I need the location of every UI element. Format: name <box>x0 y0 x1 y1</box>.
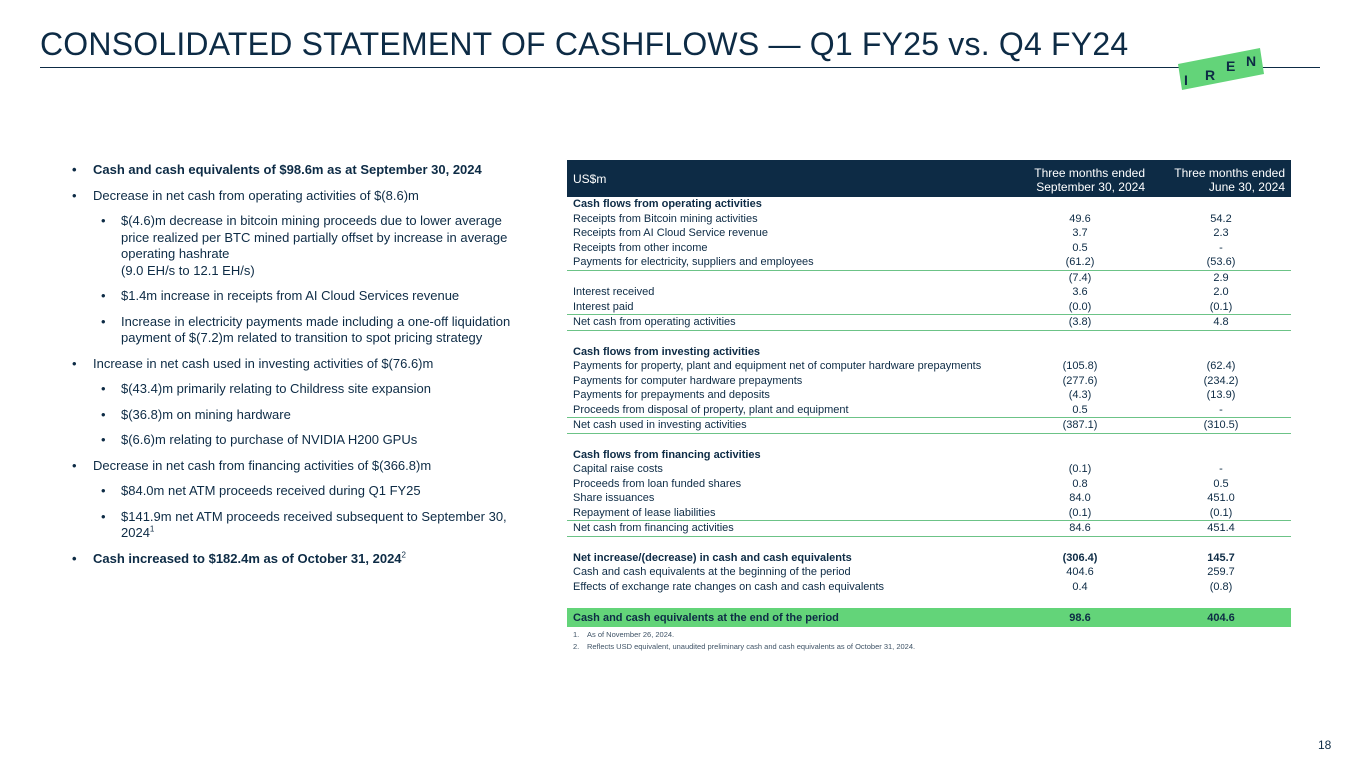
table-row: Payments for property, plant and equipment net of computer hardware prepayments (105.8) (62.4) <box>573 360 1236 373</box>
bullet-item: • Increase in net cash used in investing activities of $(76.6)m <box>72 355 434 371</box>
table-row: Interest paid (0.0) (0.1) <box>567 300 1291 315</box>
logo-letter: N <box>1246 53 1257 69</box>
logo-letter: R <box>1205 67 1216 83</box>
bullet-item: • Decrease in net cash from operating activities of $(8.6)m <box>72 187 419 203</box>
footnote: 2. Reflects USD equivalent, unaudited preliminary cash and cash equivalents as of October 31, 2024. <box>573 642 916 651</box>
page-title: CONSOLIDATED STATEMENT OF CASHFLOWS — Q1 FY25 vs. Q4 FY24 <box>40 26 1129 62</box>
sub-bullet-item: • $1.4m increase in receipts from AI Cloud Services revenue <box>101 288 460 303</box>
ending-cash-row: Cash and cash equivalents at the end of the period 98.6 404.6 <box>567 608 1291 627</box>
page-number: 18 <box>1318 738 1332 752</box>
table-row: Cash flows from financing activities <box>573 448 761 461</box>
table-row: Share issuances 84.0 451.0 <box>573 492 1235 505</box>
table-row: Net cash from operating activities (3.8) 4.8 <box>567 315 1291 331</box>
table-row: Cash flows from operating activities <box>573 198 762 211</box>
table-row: Proceeds from disposal of property, plant and equipment 0.5 - <box>567 403 1291 418</box>
bullet-item: • Cash and cash equivalents of $98.6m as at September 30, 2024 <box>72 162 482 177</box>
table-row: Repayment of lease liabilities (0.1) (0.1) <box>567 506 1291 521</box>
sub-bullet-item: • $(4.6)m decrease in bitcoin mining proceeds due to lower average price realized per BTC mined partially offset by increase in average operating hashrate (9.0 EH/s to 12.1 EH/s) <box>101 213 508 278</box>
table-row: Payments for computer hardware prepayments (277.6) (234.2) <box>573 374 1239 387</box>
table-row: Payments for electricity, suppliers and employees (61.2) (53.6) <box>567 255 1291 270</box>
sub-bullet-item: • $(6.6)m relating to purchase of NVIDIA H200 GPUs <box>101 432 418 447</box>
table-row: Proceeds from loan funded shares 0.8 0.5 <box>573 477 1229 490</box>
bullet-item: • Decrease in net cash from financing activities of $(366.8)m <box>72 457 432 473</box>
table-row: Net cash used in investing activities (387.1) (310.5) <box>567 418 1291 434</box>
table-row: Interest received 3.6 2.0 <box>573 286 1229 299</box>
sub-bullet-item: • $141.9m net ATM proceeds received subsequent to September 30, 2024$^1$ <box>101 508 507 540</box>
logo-letter: E <box>1226 58 1236 74</box>
logo-letter: I <box>1184 72 1188 88</box>
table-row: Net increase/(decrease) in cash and cash equivalents (306.4) 145.7 <box>573 551 1235 564</box>
sub-bullet-item: • $(36.8)m on mining hardware <box>101 406 291 422</box>
footnote: 1. As of November 26, 2024. <box>573 630 675 639</box>
bullet-item: • Cash increased to $182.4m as of October 31, 2024$^2$ <box>72 550 406 566</box>
col-header-q1: Three months ended <box>1009 160 1151 180</box>
table-row: Net cash from financing activities 84.6 451.4 <box>567 521 1291 537</box>
unit-label: US$m <box>567 160 1009 197</box>
cashflow-table <box>567 160 1291 627</box>
col-header-q4: Three months ended <box>1151 160 1291 180</box>
col-header-q4-date: June 30, 2024 <box>1151 180 1291 197</box>
table-row: (7.4) 2.9 <box>1068 271 1229 284</box>
title-divider <box>40 67 1320 68</box>
table-row: Capital raise costs (0.1) - <box>573 463 1223 476</box>
iren-logo <box>1174 44 1264 94</box>
col-header-q1-date: September 30, 2024 <box>1009 180 1151 197</box>
table-row: Receipts from Bitcoin mining activities 49.6 54.2 <box>573 212 1232 225</box>
table-row: Cash flows from investing activities <box>573 345 761 358</box>
summary-bullets <box>73 162 523 576</box>
sub-bullet-item: • Increase in electricity payments made including a one-off liquidation payment of $(7.2)m related to transition to spot pricing strategy <box>101 313 511 345</box>
sub-bullet-item: • $(43.4)m primarily relating to Childress site expansion <box>101 381 431 396</box>
table-row: Receipts from other income 0.5 - <box>573 241 1223 254</box>
footnotes <box>573 629 915 653</box>
sub-bullet-item: • $84.0m net ATM proceeds received during Q1 FY25 <box>101 483 421 498</box>
table-row: Effects of exchange rate changes on cash and cash equivalents 0.4 (0.8) <box>573 580 1233 593</box>
table-row: Cash and cash equivalents at the beginning of the period 404.6 259.7 <box>573 566 1235 579</box>
table-row: Payments for prepayments and deposits (4.3) (13.9) <box>573 389 1236 402</box>
table-row: Receipts from AI Cloud Service revenue 3.7 2.3 <box>573 227 1229 240</box>
